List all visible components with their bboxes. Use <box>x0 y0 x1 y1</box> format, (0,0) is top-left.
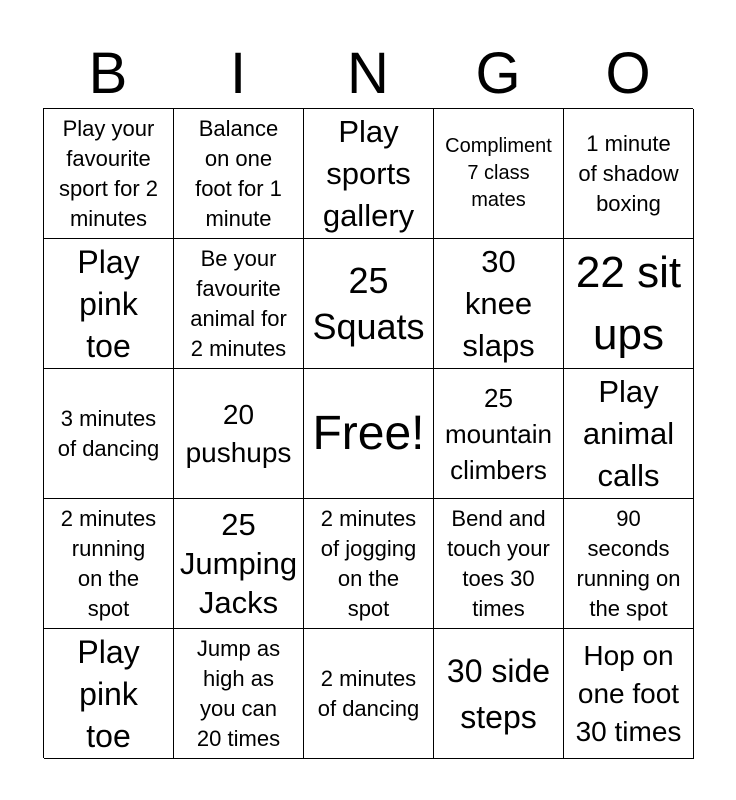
bingo-cell[interactable] <box>44 629 174 759</box>
bingo-cell-text: Play sports gallery <box>322 113 415 233</box>
bingo-cell[interactable] <box>174 499 304 629</box>
bingo-cell-text: Free! <box>312 406 425 460</box>
bingo-cell[interactable] <box>174 629 304 759</box>
bingo-cell-text: Jump as high as you can 20 times <box>196 635 281 751</box>
bingo-cell-text: 25 Squats <box>312 259 425 347</box>
bingo-cell-text: Be your favourite animal for 2 minutes <box>190 245 287 361</box>
bingo-cell-text: 2 minutes running on the spot <box>60 505 157 621</box>
bingo-cell-text: Play pink toe <box>77 243 140 364</box>
header-letter-n: N <box>347 41 389 106</box>
bingo-cell-text: 2 minutes of jogging on the spot <box>320 505 417 621</box>
bingo-cell[interactable] <box>304 499 434 629</box>
bingo-cell[interactable] <box>44 369 174 499</box>
bingo-cell[interactable] <box>564 369 694 499</box>
bingo-cell[interactable] <box>564 109 694 239</box>
bingo-cell-text: 22 sit ups <box>575 247 682 359</box>
bingo-cell-text: 1 minute of shadow boxing <box>578 130 679 216</box>
bingo-cell[interactable] <box>434 239 564 369</box>
bingo-cell-text: 2 minutes of dancing <box>317 665 420 721</box>
bingo-cell[interactable] <box>44 239 174 369</box>
bingo-cell-text: 25 mountain climbers <box>445 382 552 485</box>
bingo-cell[interactable] <box>44 499 174 629</box>
bingo-cell-text: Play your favourite sport for 2 minutes <box>58 115 159 231</box>
bingo-cell-text: Hop on one foot 30 times <box>575 639 682 747</box>
bingo-cell-text: 90 seconds running on the spot <box>576 505 681 621</box>
bingo-header <box>43 40 693 108</box>
header-letter-b: B <box>88 41 128 106</box>
header-letter-i: I <box>229 41 247 106</box>
bingo-card-grid <box>43 108 693 758</box>
header-letter-g: G <box>475 41 521 106</box>
bingo-cell[interactable] <box>434 629 564 759</box>
bingo-cell[interactable] <box>434 499 564 629</box>
bingo-cell-text: Play animal calls <box>582 373 675 493</box>
bingo-cell[interactable] <box>564 239 694 369</box>
bingo-cell[interactable] <box>304 239 434 369</box>
bingo-cell[interactable] <box>434 109 564 239</box>
bingo-cell[interactable] <box>304 629 434 759</box>
bingo-cell-text: 3 minutes of dancing <box>57 405 160 461</box>
bingo-cell[interactable] <box>174 369 304 499</box>
bingo-cell-text: Compliment 7 class mates <box>445 135 552 211</box>
bingo-cell[interactable] <box>44 109 174 239</box>
bingo-cell free-space[interactable] <box>304 369 434 499</box>
bingo-cell[interactable] <box>174 109 304 239</box>
bingo-cell-text: 30 knee slaps <box>462 243 535 363</box>
bingo-cell-text: 25 Jumping Jacks <box>179 507 298 620</box>
bingo-cell[interactable] <box>564 499 694 629</box>
bingo-cell-text: 20 pushups <box>185 398 292 468</box>
bingo-cell-text: Play pink toe <box>77 633 140 754</box>
bingo-cell-text: Bend and touch your toes 30 times <box>447 505 550 621</box>
bingo-cell-text: 30 side steps <box>446 652 551 735</box>
bingo-cell[interactable] <box>564 629 694 759</box>
bingo-cell[interactable] <box>174 239 304 369</box>
bingo-cell-text: Balance on one foot for 1 minute <box>195 115 282 231</box>
bingo-cell[interactable] <box>304 109 434 239</box>
header-letter-o: O <box>605 41 651 106</box>
bingo-cell[interactable] <box>434 369 564 499</box>
